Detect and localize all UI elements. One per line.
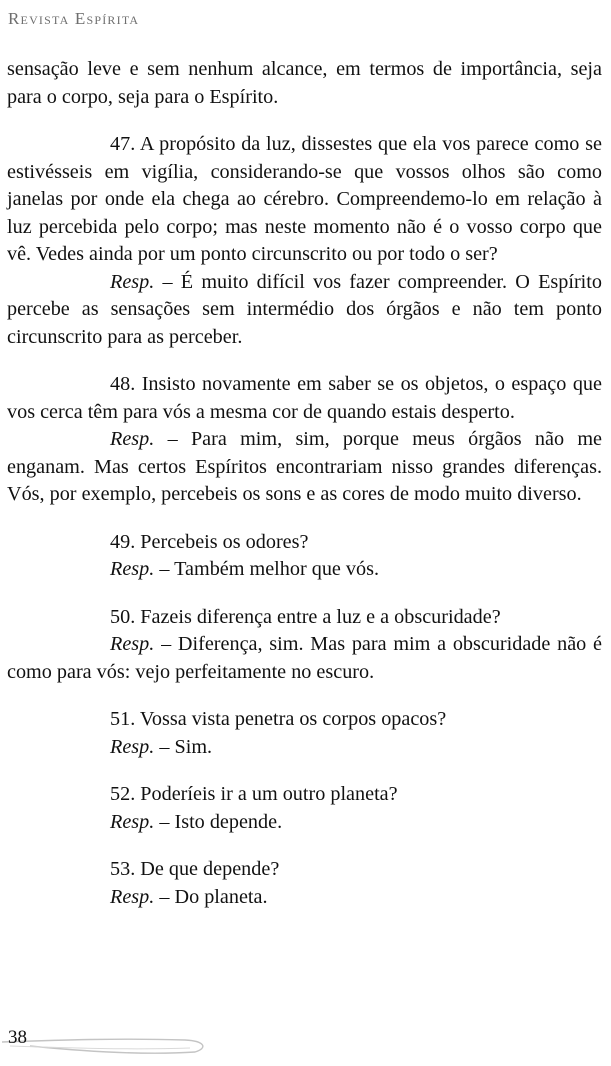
- question-paragraph: 52. Poderíeis ir a um outro planeta?: [110, 783, 398, 805]
- intro-paragraph: sensação leve e sem nenhum alcance, em termos de importância, seja para o corpo, seja para o Espírito.: [7, 58, 602, 108]
- decorative-swoosh: [0, 1028, 220, 1058]
- qa-block-53: [7, 856, 602, 911]
- answer-text: – Para mim, sim, porque meus órgãos não me enganam. Mas certos Espíritos encontrariam nisso grandes diferenças. Vós, por exemplo, percebeis os sons e as cores de modo muito diverso.: [7, 428, 602, 505]
- resp-label: Resp.: [110, 558, 155, 580]
- resp-label: Resp.: [110, 428, 155, 450]
- answer-text: – Diferença, sim. Mas para mim a obscuridade não é como para vós: vejo perfeitamente no escuro.: [7, 633, 602, 683]
- answer-paragraph: [7, 884, 602, 912]
- running-head: Revista Espírita: [8, 9, 140, 28]
- answer-paragraph: [7, 809, 602, 837]
- answer-text: – Também melhor que vós.: [154, 558, 380, 580]
- answer-text: – Sim.: [154, 735, 213, 758]
- page-number: 38: [8, 1027, 27, 1048]
- question-paragraph: 48. Insisto novamente em saber se os objetos, o espaço que vos cerca têm para vós a mesma cor de quando estais desperto.: [7, 373, 602, 423]
- qa-block-48: [7, 371, 602, 509]
- qa-block-52: [7, 781, 602, 836]
- resp-label: Resp.: [110, 633, 155, 655]
- question-paragraph: 50. Fazeis diferença entre a luz e a obscuridade?: [110, 605, 501, 628]
- question-paragraph: 51. Vossa vista penetra os corpos opacos?: [110, 708, 447, 730]
- question-paragraph: 53. De que depende?: [110, 858, 280, 880]
- answer-text: – É muito difícil vos fazer compreender. O Espírito percebe as sensações sem intermédio dos órgãos e não tem ponto circunscrito para as perceber.: [7, 270, 602, 348]
- resp-label: Resp.: [110, 810, 155, 833]
- page-body: [7, 56, 602, 911]
- question-paragraph: 47. A propósito da luz, dissestes que ela vos parece como se estivésseis em vigília, considerando-se que vossos olhos são como janelas por onde ela chega ao cérebro. Compreendemo-lo em relação à luz percebida pelo corpo; mas neste momento não é o vosso corpo que vê. Vedes ainda por um ponto circunscrito ou por todo o ser?: [7, 133, 602, 265]
- resp-label: Resp.: [110, 735, 155, 758]
- answer-paragraph: [7, 426, 602, 509]
- question-paragraph: 49. Percebeis os odores?: [110, 530, 309, 553]
- qa-block-47: [7, 131, 602, 351]
- answer-paragraph: [7, 734, 602, 762]
- resp-label: Resp.: [110, 270, 155, 293]
- answer-text: – Isto depende.: [154, 810, 283, 833]
- qa-block-50: [7, 604, 602, 687]
- qa-block-51: [7, 706, 602, 761]
- answer-text: – Do planeta.: [154, 885, 268, 908]
- answer-paragraph: [7, 556, 602, 584]
- answer-paragraph: [7, 631, 602, 686]
- qa-block-49: [7, 529, 602, 584]
- answer-paragraph: [7, 269, 602, 352]
- resp-label: Resp.: [110, 885, 155, 908]
